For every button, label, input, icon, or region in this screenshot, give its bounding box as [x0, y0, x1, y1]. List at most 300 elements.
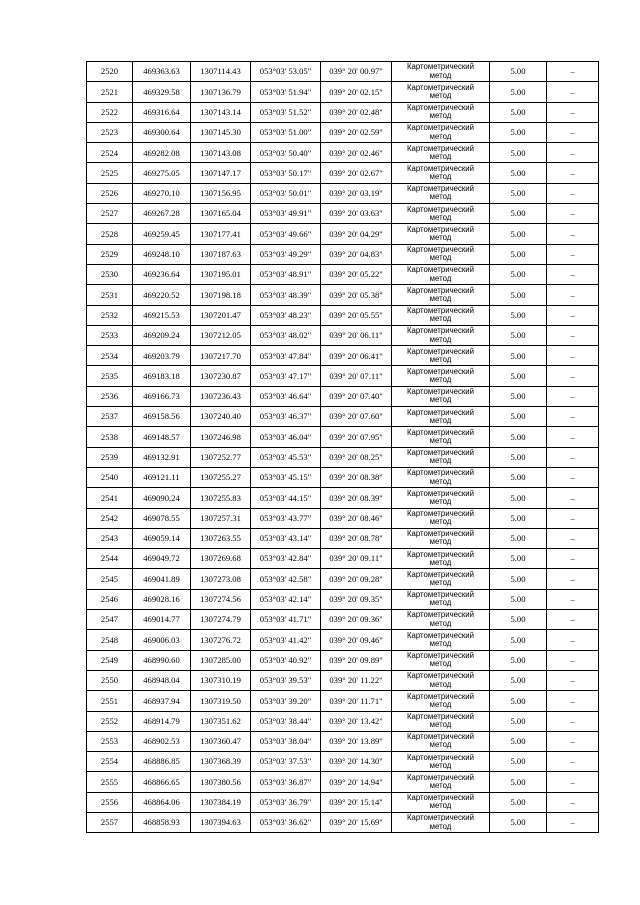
note-cell: –	[547, 772, 599, 792]
latitude-cell: 053°03' 46.04"	[251, 427, 321, 447]
precision-cell: 5.00	[490, 650, 547, 670]
method-line-2: метод	[429, 334, 452, 344]
coord-x-cell: 469059.14	[133, 528, 191, 548]
method-cell	[392, 650, 490, 670]
method-line-1: Картометрический	[407, 468, 474, 478]
note-cell: –	[547, 691, 599, 711]
coord-x-cell: 469329.58	[133, 82, 191, 102]
coord-x-cell: 468866.65	[133, 772, 191, 792]
method-cell	[392, 549, 490, 569]
coordinates-table-body	[87, 62, 599, 833]
table-row	[87, 731, 599, 751]
method-cell	[392, 244, 490, 264]
latitude-cell: 053°03' 50.40"	[251, 143, 321, 163]
table-row	[87, 183, 599, 203]
coord-x-cell: 469300.64	[133, 122, 191, 142]
precision-cell: 5.00	[490, 346, 547, 366]
method-line-1: Картометрический	[407, 103, 474, 113]
method-line-1: Картометрический	[407, 671, 474, 681]
coord-y-cell: 1307114.43	[191, 62, 251, 82]
method-line-1: Картометрический	[407, 326, 474, 336]
table-row	[87, 82, 599, 102]
coord-x-cell: 469267.28	[133, 204, 191, 224]
table-row	[87, 691, 599, 711]
coord-x-cell: 469363.63	[133, 62, 191, 82]
coord-y-cell: 1307236.43	[191, 386, 251, 406]
precision-cell: 5.00	[490, 244, 547, 264]
point-number-cell: 2530	[87, 264, 133, 284]
table-row	[87, 467, 599, 487]
table-row	[87, 528, 599, 548]
point-number-cell: 2541	[87, 488, 133, 508]
method-line-2: метод	[429, 720, 452, 730]
method-line-1: Картометрический	[407, 691, 474, 701]
latitude-cell: 053°03' 48.91"	[251, 264, 321, 284]
longitude-cell: 039° 20' 11.22"	[321, 670, 392, 690]
latitude-cell: 053°03' 48.02"	[251, 325, 321, 345]
method-line-1: Картометрический	[407, 610, 474, 620]
longitude-cell: 039° 20' 02.48"	[321, 102, 392, 122]
coord-y-cell: 1307319.50	[191, 691, 251, 711]
point-number-cell: 2536	[87, 386, 133, 406]
method-line-2: метод	[429, 435, 452, 445]
method-cell	[392, 163, 490, 183]
longitude-cell: 039° 20' 08.38"	[321, 467, 392, 487]
longitude-cell: 039° 20' 04.29"	[321, 224, 392, 244]
latitude-cell: 053°03' 50.01"	[251, 183, 321, 203]
point-number-cell: 2523	[87, 122, 133, 142]
coord-y-cell: 1307165.04	[191, 204, 251, 224]
note-cell: –	[547, 549, 599, 569]
method-line-2: метод	[429, 821, 452, 831]
longitude-cell: 039° 20' 03.19"	[321, 183, 392, 203]
coord-y-cell: 1307273.08	[191, 569, 251, 589]
point-number-cell: 2545	[87, 569, 133, 589]
coord-y-cell: 1307310.19	[191, 670, 251, 690]
note-cell: –	[547, 711, 599, 731]
method-line-1: Картометрический	[407, 62, 474, 72]
longitude-cell: 039° 20' 08.39"	[321, 488, 392, 508]
document-page	[86, 61, 598, 833]
coord-y-cell: 1307177.41	[191, 224, 251, 244]
coord-y-cell: 1307195.01	[191, 264, 251, 284]
method-line-1: Картометрический	[407, 772, 474, 782]
method-line-2: метод	[429, 192, 452, 202]
coord-y-cell: 1307201.47	[191, 305, 251, 325]
method-cell	[392, 224, 490, 244]
method-line-1: Картометрический	[407, 224, 474, 234]
coord-x-cell: 469166.73	[133, 386, 191, 406]
method-line-1: Картометрический	[407, 204, 474, 214]
longitude-cell: 039° 20' 06.41"	[321, 346, 392, 366]
latitude-cell: 053°03' 41.71"	[251, 610, 321, 630]
coord-y-cell: 1307230.87	[191, 366, 251, 386]
precision-cell: 5.00	[490, 711, 547, 731]
method-line-2: метод	[429, 760, 452, 770]
table-row	[87, 62, 599, 82]
point-number-cell: 2528	[87, 224, 133, 244]
precision-cell: 5.00	[490, 264, 547, 284]
latitude-cell: 053°03' 49.29"	[251, 244, 321, 264]
method-line-1: Картометрический	[407, 549, 474, 559]
point-number-cell: 2529	[87, 244, 133, 264]
longitude-cell: 039° 20' 13.89"	[321, 731, 392, 751]
precision-cell: 5.00	[490, 224, 547, 244]
table-row	[87, 630, 599, 650]
latitude-cell: 053°03' 49.91"	[251, 204, 321, 224]
coord-y-cell: 1307255.27	[191, 467, 251, 487]
precision-cell: 5.00	[490, 204, 547, 224]
table-row	[87, 163, 599, 183]
table-row	[87, 752, 599, 772]
note-cell: –	[547, 122, 599, 142]
method-line-2: метод	[429, 111, 452, 121]
longitude-cell: 039° 20' 07.40"	[321, 386, 392, 406]
table-row	[87, 650, 599, 670]
table-row	[87, 569, 599, 589]
table-row	[87, 508, 599, 528]
method-line-2: метод	[429, 90, 452, 100]
latitude-cell: 053°03' 36.79"	[251, 792, 321, 812]
method-line-1: Картометрический	[407, 407, 474, 417]
latitude-cell: 053°03' 39.53"	[251, 670, 321, 690]
method-line-1: Картометрический	[407, 732, 474, 742]
method-cell	[392, 305, 490, 325]
method-cell	[392, 285, 490, 305]
coord-y-cell: 1307187.63	[191, 244, 251, 264]
point-number-cell: 2553	[87, 731, 133, 751]
method-line-2: метод	[429, 456, 452, 466]
method-cell	[392, 82, 490, 102]
coord-y-cell: 1307143.14	[191, 102, 251, 122]
method-cell	[392, 204, 490, 224]
longitude-cell: 039° 20' 13.42"	[321, 711, 392, 731]
note-cell: –	[547, 508, 599, 528]
coord-x-cell: 469259.45	[133, 224, 191, 244]
method-cell	[392, 386, 490, 406]
coord-y-cell: 1307380.56	[191, 772, 251, 792]
coord-x-cell: 469203.79	[133, 346, 191, 366]
coordinates-table	[86, 61, 599, 833]
point-number-cell: 2548	[87, 630, 133, 650]
table-row	[87, 812, 599, 832]
note-cell: –	[547, 589, 599, 609]
point-number-cell: 2522	[87, 102, 133, 122]
method-line-1: Картометрический	[407, 711, 474, 721]
table-row	[87, 102, 599, 122]
coord-x-cell: 469078.55	[133, 508, 191, 528]
table-row	[87, 589, 599, 609]
table-row	[87, 488, 599, 508]
precision-cell: 5.00	[490, 630, 547, 650]
coord-x-cell: 469121.11	[133, 467, 191, 487]
longitude-cell: 039° 20' 11.71"	[321, 691, 392, 711]
method-line-2: метод	[429, 557, 452, 567]
method-line-2: метод	[429, 740, 452, 750]
coord-y-cell: 1307274.79	[191, 610, 251, 630]
precision-cell: 5.00	[490, 528, 547, 548]
latitude-cell: 053°03' 47.17"	[251, 366, 321, 386]
latitude-cell: 053°03' 50.17"	[251, 163, 321, 183]
method-cell	[392, 346, 490, 366]
point-number-cell: 2520	[87, 62, 133, 82]
method-line-2: метод	[429, 638, 452, 648]
longitude-cell: 039° 20' 09.35"	[321, 589, 392, 609]
table-row	[87, 305, 599, 325]
coord-y-cell: 1307360.47	[191, 731, 251, 751]
method-line-2: метод	[429, 273, 452, 283]
note-cell: –	[547, 752, 599, 772]
coord-x-cell: 468937.94	[133, 691, 191, 711]
note-cell: –	[547, 670, 599, 690]
coord-x-cell: 468864.06	[133, 792, 191, 812]
longitude-cell: 039° 20' 06.11"	[321, 325, 392, 345]
latitude-cell: 053°03' 47.84"	[251, 346, 321, 366]
coord-x-cell: 469028.16	[133, 589, 191, 609]
note-cell: –	[547, 325, 599, 345]
point-number-cell: 2542	[87, 508, 133, 528]
precision-cell: 5.00	[490, 183, 547, 203]
point-number-cell: 2537	[87, 407, 133, 427]
method-cell	[392, 731, 490, 751]
coord-x-cell: 468886.85	[133, 752, 191, 772]
table-row	[87, 285, 599, 305]
method-line-2: метод	[429, 151, 452, 161]
precision-cell: 5.00	[490, 488, 547, 508]
method-line-2: метод	[429, 699, 452, 709]
method-cell	[392, 62, 490, 82]
table-row	[87, 549, 599, 569]
note-cell: –	[547, 488, 599, 508]
longitude-cell: 039° 20' 02.46"	[321, 143, 392, 163]
method-line-2: метод	[429, 537, 452, 547]
longitude-cell: 039° 20' 00.97"	[321, 62, 392, 82]
coord-x-cell: 469215.53	[133, 305, 191, 325]
coord-y-cell: 1307212.05	[191, 325, 251, 345]
coord-x-cell: 469041.89	[133, 569, 191, 589]
method-cell	[392, 812, 490, 832]
method-cell	[392, 407, 490, 427]
point-number-cell: 2525	[87, 163, 133, 183]
coord-x-cell: 469132.91	[133, 447, 191, 467]
note-cell: –	[547, 427, 599, 447]
coord-y-cell: 1307252.77	[191, 447, 251, 467]
coord-y-cell: 1307217.70	[191, 346, 251, 366]
coord-x-cell: 469090.24	[133, 488, 191, 508]
point-number-cell: 2531	[87, 285, 133, 305]
method-line-1: Картометрический	[407, 265, 474, 275]
coord-y-cell: 1307240.40	[191, 407, 251, 427]
point-number-cell: 2544	[87, 549, 133, 569]
longitude-cell: 039° 20' 02.59"	[321, 122, 392, 142]
table-row	[87, 711, 599, 731]
latitude-cell: 053°03' 40.92"	[251, 650, 321, 670]
method-cell	[392, 569, 490, 589]
longitude-cell: 039° 20' 14.94"	[321, 772, 392, 792]
point-number-cell: 2526	[87, 183, 133, 203]
latitude-cell: 053°03' 42.58"	[251, 569, 321, 589]
precision-cell: 5.00	[490, 407, 547, 427]
point-number-cell: 2521	[87, 82, 133, 102]
note-cell: –	[547, 812, 599, 832]
method-line-1: Картометрический	[407, 306, 474, 316]
table-row	[87, 792, 599, 812]
precision-cell: 5.00	[490, 325, 547, 345]
point-number-cell: 2535	[87, 366, 133, 386]
note-cell: –	[547, 143, 599, 163]
note-cell: –	[547, 467, 599, 487]
note-cell: –	[547, 528, 599, 548]
longitude-cell: 039° 20' 09.89"	[321, 650, 392, 670]
coord-x-cell: 469275.05	[133, 163, 191, 183]
longitude-cell: 039° 20' 08.78"	[321, 528, 392, 548]
longitude-cell: 039° 20' 05.55"	[321, 305, 392, 325]
precision-cell: 5.00	[490, 62, 547, 82]
table-row	[87, 772, 599, 792]
precision-cell: 5.00	[490, 163, 547, 183]
method-line-1: Картометрический	[407, 813, 474, 823]
note-cell: –	[547, 366, 599, 386]
precision-cell: 5.00	[490, 731, 547, 751]
coord-y-cell: 1307145.30	[191, 122, 251, 142]
method-line-1: Картометрический	[407, 123, 474, 133]
note-cell: –	[547, 447, 599, 467]
longitude-cell: 039° 20' 02.15"	[321, 82, 392, 102]
method-line-1: Картометрический	[407, 488, 474, 498]
coord-y-cell: 1307136.79	[191, 82, 251, 102]
precision-cell: 5.00	[490, 305, 547, 325]
latitude-cell: 053°03' 49.66"	[251, 224, 321, 244]
latitude-cell: 053°03' 48.39"	[251, 285, 321, 305]
table-row	[87, 224, 599, 244]
precision-cell: 5.00	[490, 447, 547, 467]
coord-y-cell: 1307147.17	[191, 163, 251, 183]
precision-cell: 5.00	[490, 366, 547, 386]
latitude-cell: 053°03' 42.14"	[251, 589, 321, 609]
longitude-cell: 039° 20' 09.36"	[321, 610, 392, 630]
latitude-cell: 053°03' 36.87"	[251, 772, 321, 792]
latitude-cell: 053°03' 39.20"	[251, 691, 321, 711]
note-cell: –	[547, 650, 599, 670]
method-cell	[392, 792, 490, 812]
method-line-1: Картометрический	[407, 163, 474, 173]
coord-y-cell: 1307276.72	[191, 630, 251, 650]
precision-cell: 5.00	[490, 82, 547, 102]
longitude-cell: 039° 20' 08.46"	[321, 508, 392, 528]
point-number-cell: 2534	[87, 346, 133, 366]
coord-y-cell: 1307255.83	[191, 488, 251, 508]
point-number-cell: 2533	[87, 325, 133, 345]
point-number-cell: 2554	[87, 752, 133, 772]
method-line-2: метод	[429, 293, 452, 303]
point-number-cell: 2555	[87, 772, 133, 792]
point-number-cell: 2539	[87, 447, 133, 467]
method-cell	[392, 752, 490, 772]
method-line-1: Картометрический	[407, 346, 474, 356]
method-line-1: Картометрический	[407, 82, 474, 92]
note-cell: –	[547, 264, 599, 284]
method-line-1: Картометрический	[407, 651, 474, 661]
note-cell: –	[547, 610, 599, 630]
table-row	[87, 386, 599, 406]
method-line-1: Картометрический	[407, 793, 474, 803]
method-line-2: метод	[429, 172, 452, 182]
longitude-cell: 039° 20' 07.95"	[321, 427, 392, 447]
longitude-cell: 039° 20' 04.83"	[321, 244, 392, 264]
method-line-1: Картометрический	[407, 752, 474, 762]
point-number-cell: 2552	[87, 711, 133, 731]
precision-cell: 5.00	[490, 569, 547, 589]
coord-y-cell: 1307384.19	[191, 792, 251, 812]
note-cell: –	[547, 224, 599, 244]
note-cell: –	[547, 346, 599, 366]
coord-y-cell: 1307285.00	[191, 650, 251, 670]
method-cell	[392, 630, 490, 650]
table-row	[87, 346, 599, 366]
point-number-cell: 2547	[87, 610, 133, 630]
note-cell: –	[547, 386, 599, 406]
coord-x-cell: 468858.93	[133, 812, 191, 832]
table-row	[87, 366, 599, 386]
method-cell	[392, 488, 490, 508]
point-number-cell: 2549	[87, 650, 133, 670]
longitude-cell: 039° 20' 15.69"	[321, 812, 392, 832]
method-line-2: метод	[429, 618, 452, 628]
table-row	[87, 610, 599, 630]
note-cell: –	[547, 569, 599, 589]
coord-x-cell: 469282.08	[133, 143, 191, 163]
table-row	[87, 407, 599, 427]
note-cell: –	[547, 204, 599, 224]
coord-x-cell: 468990.60	[133, 650, 191, 670]
method-cell	[392, 467, 490, 487]
longitude-cell: 039° 20' 08.25"	[321, 447, 392, 467]
precision-cell: 5.00	[490, 467, 547, 487]
coord-x-cell: 468914.79	[133, 711, 191, 731]
latitude-cell: 053°03' 51.52"	[251, 102, 321, 122]
longitude-cell: 039° 20' 09.46"	[321, 630, 392, 650]
method-line-1: Картометрический	[407, 448, 474, 458]
table-row	[87, 325, 599, 345]
method-cell	[392, 589, 490, 609]
coord-y-cell: 1307269.68	[191, 549, 251, 569]
table-row	[87, 143, 599, 163]
coord-x-cell: 469316.64	[133, 102, 191, 122]
point-number-cell: 2532	[87, 305, 133, 325]
precision-cell: 5.00	[490, 386, 547, 406]
coord-x-cell: 468948.04	[133, 670, 191, 690]
note-cell: –	[547, 183, 599, 203]
coord-x-cell: 469158.56	[133, 407, 191, 427]
method-line-1: Картометрический	[407, 387, 474, 397]
method-line-2: метод	[429, 801, 452, 811]
method-cell	[392, 772, 490, 792]
precision-cell: 5.00	[490, 549, 547, 569]
coord-y-cell: 1307198.18	[191, 285, 251, 305]
coord-x-cell: 469209.24	[133, 325, 191, 345]
coord-y-cell: 1307143.08	[191, 143, 251, 163]
method-cell	[392, 183, 490, 203]
note-cell: –	[547, 731, 599, 751]
latitude-cell: 053°03' 43.77"	[251, 508, 321, 528]
note-cell: –	[547, 792, 599, 812]
method-line-2: метод	[429, 253, 452, 263]
latitude-cell: 053°03' 53.05"	[251, 62, 321, 82]
latitude-cell: 053°03' 46.37"	[251, 407, 321, 427]
point-number-cell: 2546	[87, 589, 133, 609]
coord-x-cell: 469049.72	[133, 549, 191, 569]
coord-y-cell: 1307274.56	[191, 589, 251, 609]
